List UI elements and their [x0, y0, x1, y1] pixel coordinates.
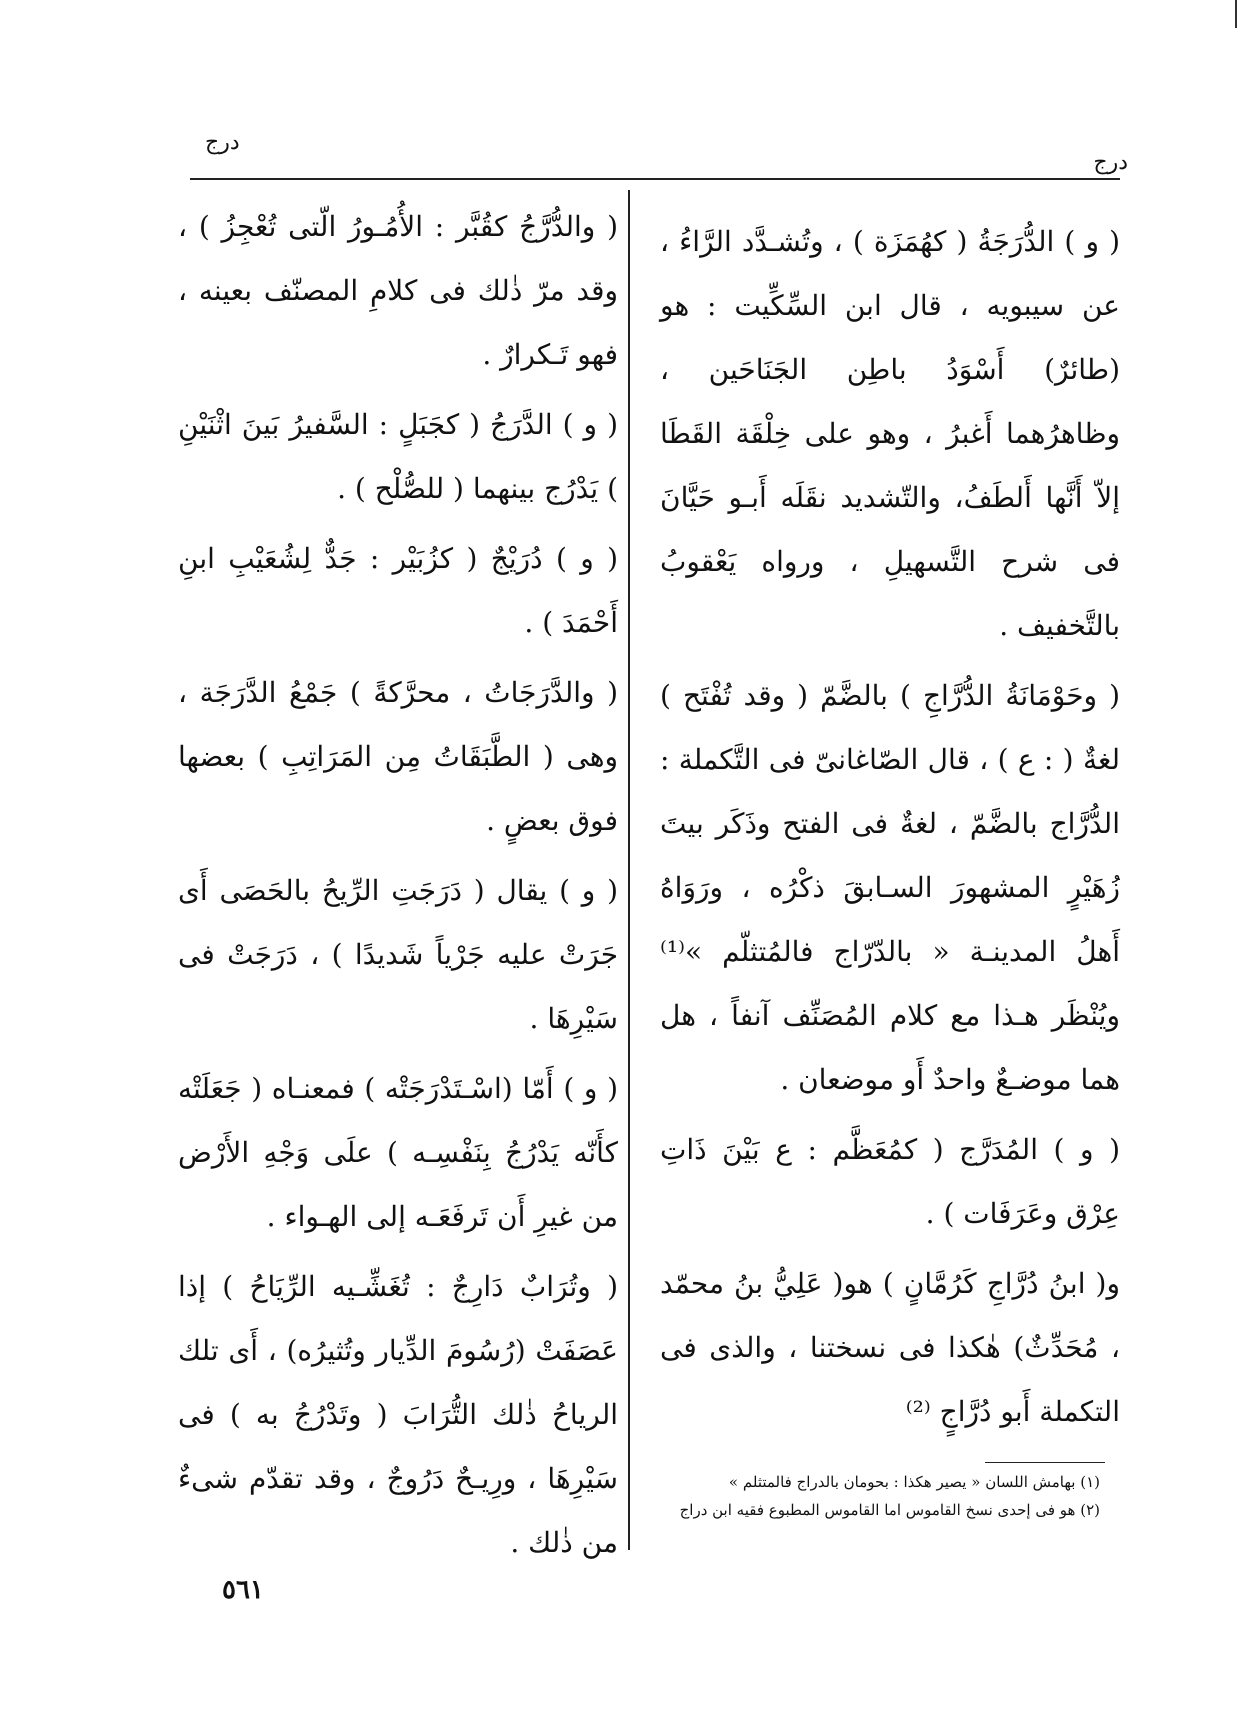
- left-column: [178, 195, 618, 1575]
- paragraph: ( و ) الدُّرَجَةُ ( كهُمَزَة ) ، وتُشـدَّد الرَّاءُ ، عن سيبويه ، قال ابن السِّكِّيت : هو (طائرٌ) أَسْوَدُ باطِن الجَنَاحَين ، وظاهرُهما أَغبرُ ، وهو على خِلْقَة القَطَا إلاّ أَنَّها أَلطَفُ، والتّشديد نقَلَه أَبـو حَيَّانَ فى شرح التَّسهيلِ ، ورواه يَعْقوبُ بالتَّخفيف .: [660, 225, 1120, 642]
- paragraph: و( ابنُ دُرَّاجِ كَرُمَّانٍ ) هو( عَلِيُّ بنُ محمّد ، مُحَدِّثٌ) هٰكذا فى نسختنا ، والذى فى التكملة أَبو دُرَّاجٍ ⁽²⁾: [660, 1267, 1120, 1428]
- footnote-rule: [985, 1462, 1105, 1463]
- header-rule: [190, 178, 1120, 180]
- footnotes: [660, 1468, 1100, 1524]
- paragraph: ( و ) دُرَيْجٌ ( كزُبَيْر : جَدٌّ لِشُعَيْبِ ابنِ أَحْمَدَ ) .: [178, 542, 618, 639]
- paragraph: ( والدُّرَّجُ كقُبَّر : الأُمُـورُ الّتى تُعْجِزُ ) ، وقد مرّ ذٰلك فى كلامِ المصنّف بعينه ، فهو تَـكرارٌ .: [178, 210, 618, 371]
- paragraph: ( و ) أَمّا (اسْـتَدْرَجَتْه ) فمعنـاه ( جَعَلَتْه كأَنّه يَدْرُجُ بِنَفْسِـه ) علَى وَجْهِ الأَرْض من غيرِ أَن تَرفَعَـه إلى الهـواء .: [178, 1072, 618, 1233]
- page-number: ٥٦١: [222, 1575, 264, 1605]
- right-column: [660, 210, 1120, 1444]
- footnote: (٢) هو فى إحدى نسخ القاموس اما القاموس المطبوع فقيه ابن دراج: [679, 1501, 1100, 1519]
- paragraph: ( و ) المُدَرَّج ( كمُعَظَّم : ع بَيْنَ ذَاتِ عِرْق وعَرَفَات ) .: [660, 1133, 1120, 1230]
- running-header-left: درج: [205, 130, 240, 155]
- running-header-right: درج: [1093, 150, 1128, 175]
- scan-edge-mark: [1235, 0, 1237, 28]
- paragraph: ( وحَوْمَانَةُ الدُّرَّاجِ ) بالضَّمّ ( وقد تُفْتَح ) لغةٌ ( : ع ) ، قال الصّاغانىّ فى التَّكملة : الدُّرَّاج بالضَّمّ ، لغةٌ فى الفتح وذَكَر بيتَ زُهَيْرٍ المشهورَ السـابقَ ذكْرُه ، ورَوَاهُ أَهلُ المدينـة « بالدّرّاج فالمُتثلّم »⁽¹⁾ ويُنْظَر هـذا مع كلام المُصَنِّف آنفاً ، هل هما موضـعٌ واحدٌ أَو موضعان .: [660, 679, 1120, 1096]
- column-divider: [628, 190, 630, 1550]
- paragraph: ( و ) الدَّرَجُ ( كجَبَلٍ : السَّفيرُ بَينَ اثْنَيْنِ ) يَدْرُج بينهما ( للصُّلْح ) .: [178, 408, 618, 505]
- paragraph: ( وتُرَابٌ دَارِجٌ : تُغَشِّـيه الرِّيَاحُ ) إذا عَصَفَتْ (رُسُومَ الدِّيار وتُثيرُه) ، أَى تلك الرياحُ ذٰلك التُّرَابَ ( وتَدْرُجُ به ) فى سَيْرِهَا ، ورِيـحٌ دَرُوجٌ ، وقد تقدّم شىءٌ من ذٰلك .: [178, 1270, 618, 1559]
- footnote: (١) بهامش اللسان « يصير هكذا : بحومان بالدراج فالمتثلم »: [728, 1473, 1100, 1491]
- paragraph: ( والدَّرَجَاتُ ، محرَّكةً ) جَمْعُ الدَّرَجَة ، وهى ( الطَّبَقَاتُ مِن المَرَاتِبِ ) بعضها فوق بعضٍ .: [178, 676, 618, 837]
- paragraph: ( و ) يقال ( دَرَجَتِ الرِّيحُ بالحَصَى أَى جَرَتْ عليه جَرْياً شَديدًا ) ، دَرَجَتْ فى سَيْرِهَا .: [178, 874, 618, 1035]
